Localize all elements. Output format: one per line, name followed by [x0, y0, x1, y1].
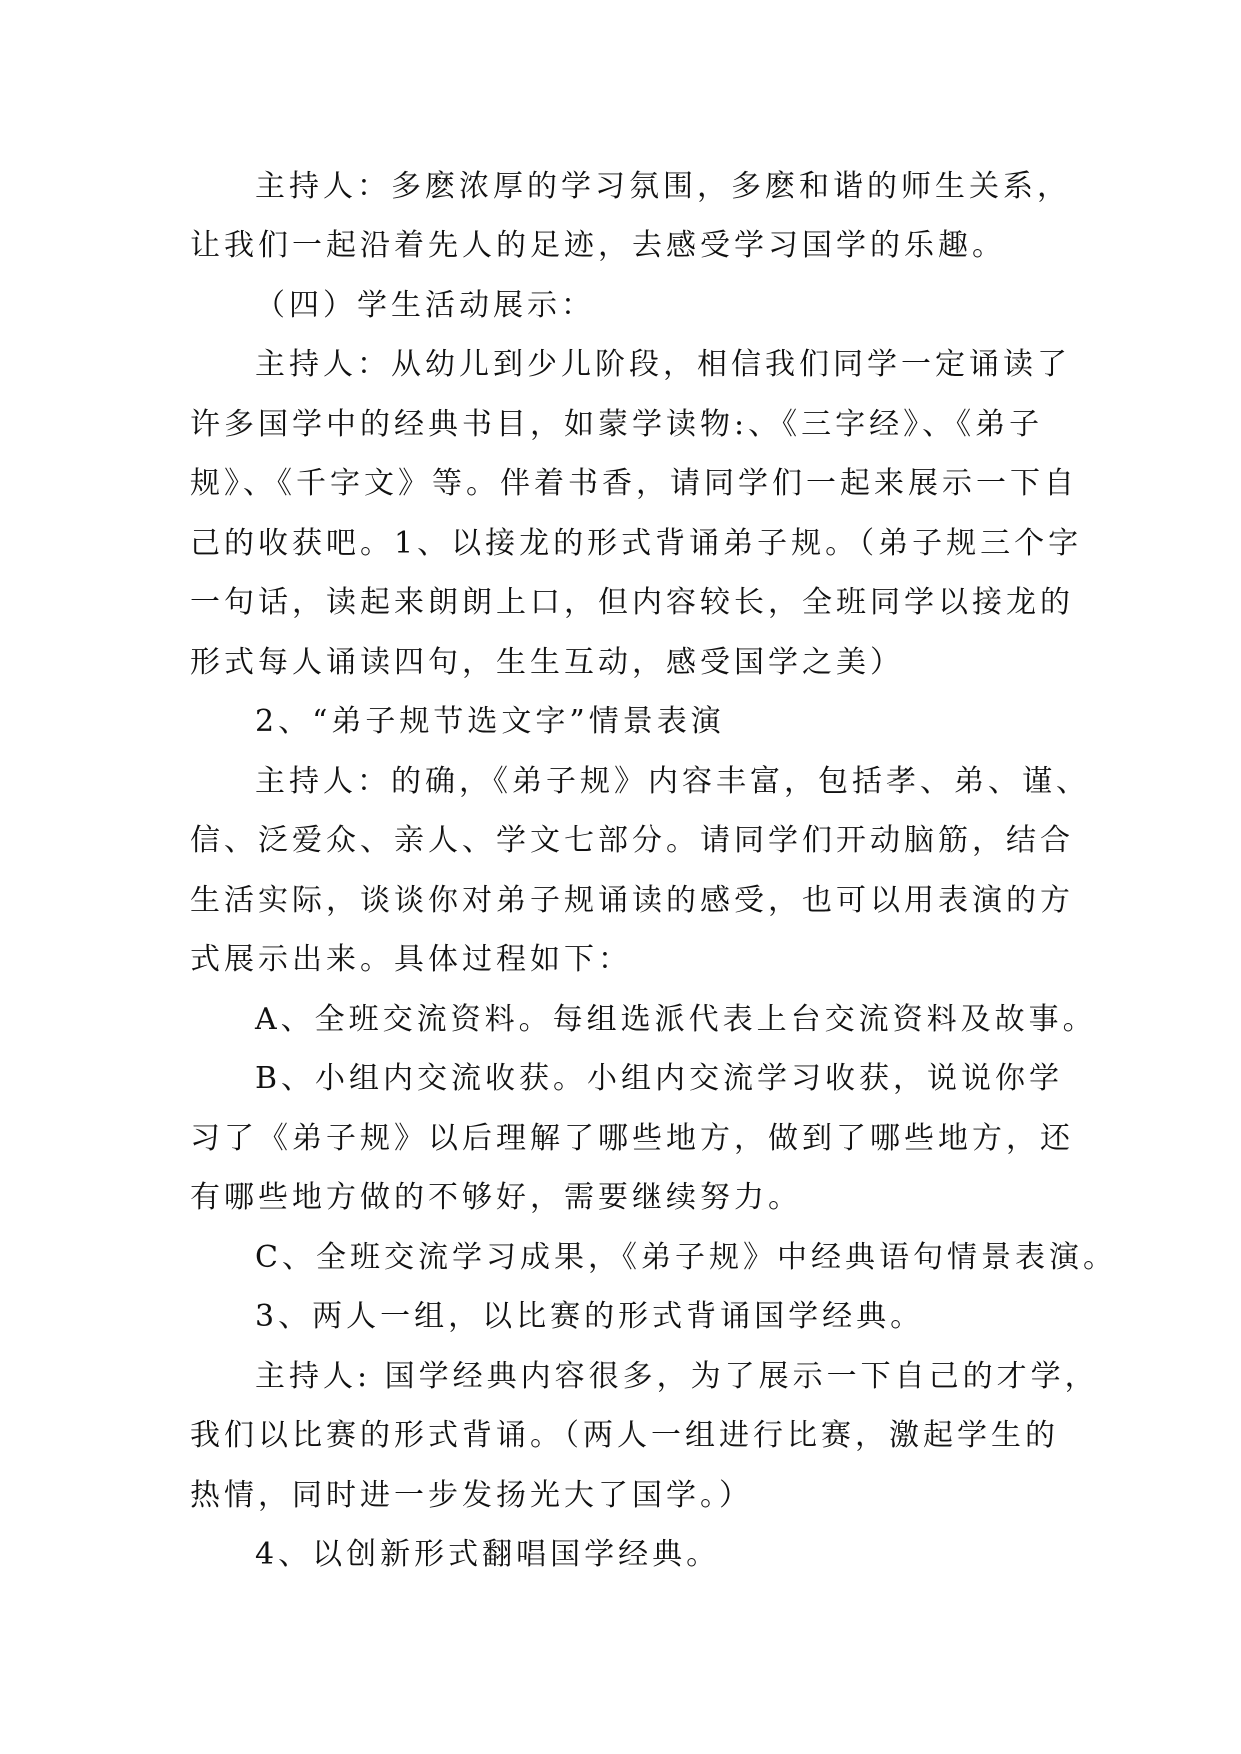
- text-line: 己的收获吧。1、以接龙的形式背诵弟子规。（弟子规三个字: [190, 526, 1083, 561]
- text-line: 2、“弟子规节选文字”情景表演: [255, 704, 725, 739]
- text-line: 主持人: 国学经典内容很多，为了展示一下自己的才学，: [255, 1359, 1099, 1394]
- text-line: 有哪些地方做的不够好，需要继续努力。: [190, 1180, 802, 1215]
- text-line: 3、两人一组，以比赛的形式背诵国学经典。: [255, 1299, 925, 1334]
- text-line: B、小组内交流收获。小组内交流学习收获，说说你学: [255, 1061, 1064, 1096]
- text-line: 规》、《千字文》等。伴着书香，请同学们一起来展示一下自: [190, 466, 1078, 501]
- text-line: A、全班交流资料。每组选派代表上台交流资料及故事。: [255, 1002, 1097, 1037]
- text-line: 式展示出来。具体过程如下：: [190, 942, 632, 977]
- text-line: 一句话，读起来朗朗上口，但内容较长，全班同学以接龙的: [190, 585, 1074, 620]
- text-line: 信、泛爱众、亲人、学文七部分。请同学们开动脑筋，结合: [190, 823, 1074, 858]
- text-line: 热情，同时进一步发扬光大了国学。）: [190, 1478, 753, 1513]
- text-line: 4、以创新形式翻唱国学经典。: [255, 1537, 721, 1572]
- text-line: 习了《弟子规》以后理解了哪些地方，做到了哪些地方，还: [190, 1121, 1074, 1156]
- text-line: 生活实际，谈谈你对弟子规诵读的感受，也可以用表演的方: [190, 883, 1074, 918]
- text-line: 许多国学中的经典书目，如蒙学读物:、《三字经》、《弟子: [190, 407, 1044, 442]
- text-line: 主持人：的确，《弟子规》内容丰富，包括孝、弟、谨、: [255, 764, 1090, 799]
- text-line: 我们以比赛的形式背诵。（两人一组进行比赛，激起学生的: [190, 1418, 1059, 1453]
- text-line: 主持人：多麽浓厚的学习氛围，多麽和谐的师生关系，: [255, 169, 1071, 204]
- text-line: 形式每人诵读四句，生生互动，感受国学之美）: [190, 645, 904, 680]
- text-line: 让我们一起沿着先人的足迹，去感受学习国学的乐趣。: [190, 228, 1006, 263]
- text-line: C、全班交流学习成果，《弟子规》中经典语句情景表演。: [255, 1240, 1117, 1275]
- section-heading: （四）学生活动展示：: [255, 288, 595, 323]
- text-line: 主持人：从幼儿到少儿阶段，相信我们同学一定诵读了: [255, 347, 1071, 382]
